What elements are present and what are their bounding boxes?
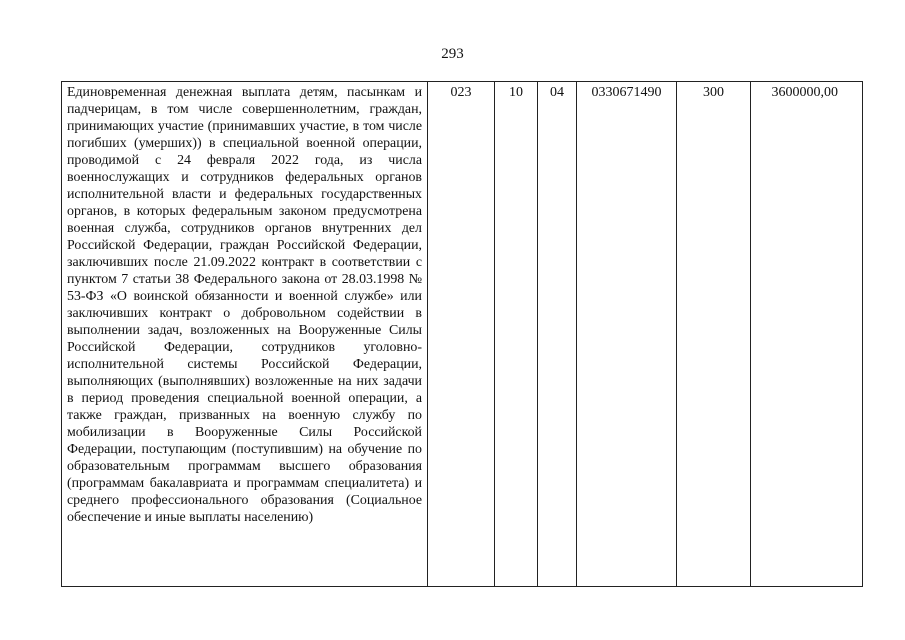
description-text: Единовременная денежная выплата детям, пасынкам и падчерицам, в том числе совершеннолетним, граждан, принимающих участие (принимавших участие, в том числе погибших (умерших)) в специальной военной операции, проводимой с 24 февраля 2022 года, из числа военнослужащих и сотрудников федеральных органов исполнительной власти и федеральных государственных органов, в которых федеральным законом предусмотрена военная служба, сотрудников органов внутренних дел Российской Федерации, граждан Российской Федерации, заключивших после 21.09.2022 контракт в соответствии с пунктом 7 статьи 38 Федерального закона от 28.03.1998 № 53-ФЗ «О воинской обязанности и военной службе» или заключивших контракт о добровольном содействии в выполнении задач, возложенных на Вооруженные Силы Российской Федерации, сотрудников уголовно-исполнительной системы Российской Федерации, выполняющих (выполнявших) возложенные на них задачи в период проведения специальной военной операции, а также граждан, призванных на военную службу по мобилизации в Вооруженные Силы Российской Федерации, поступающим (поступившим) на обучение по образовательным программам высшего образования (программам бакалавриата и программам специалитета) и среднего профессионального образования (Социальное обеспечение и иные выплаты населению)	[67, 85, 422, 525]
ministry-code-cell: 023	[428, 82, 495, 587]
section-code-cell: 10	[495, 82, 538, 587]
table-row	[62, 82, 863, 587]
page-number: 293	[441, 46, 464, 62]
budget-table	[61, 81, 863, 587]
target-article-cell: 0330671490	[577, 82, 677, 587]
amount-cell: 3600000,00	[751, 82, 863, 587]
subsection-code-cell: 04	[538, 82, 577, 587]
description-cell	[62, 82, 428, 587]
expense-type-cell: 300	[677, 82, 751, 587]
